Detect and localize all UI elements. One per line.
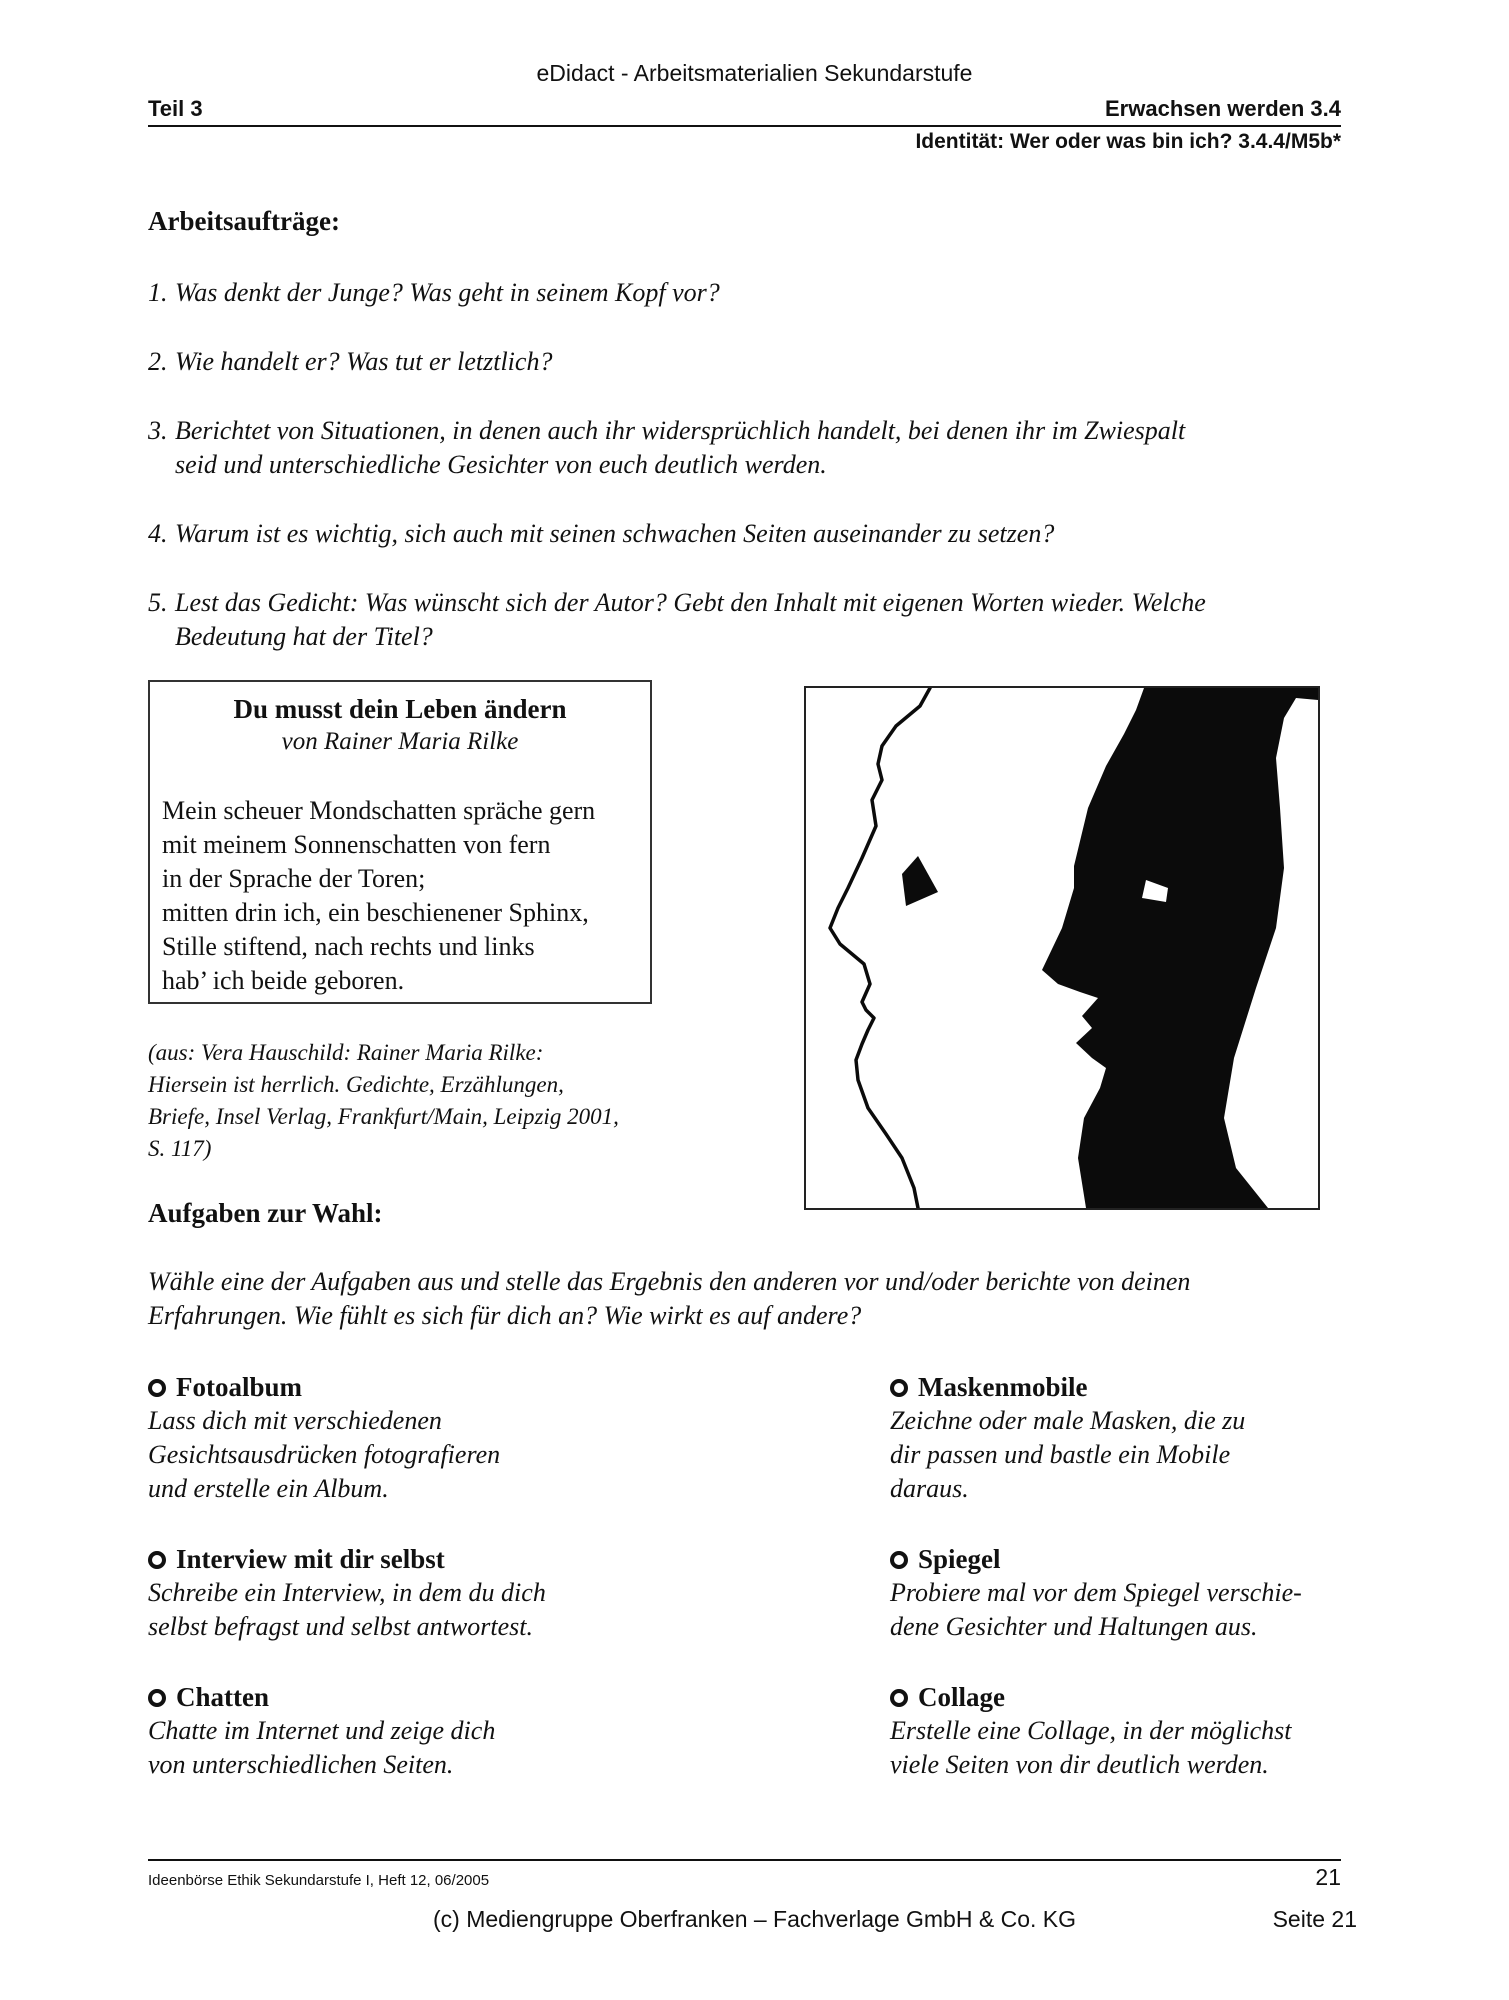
circle-bullet-icon <box>890 1551 908 1569</box>
source-line: S. 117) <box>148 1136 212 1161</box>
task-line: seid und unterschiedliche Gesichter von euch deutlich werden. <box>175 450 827 479</box>
circle-bullet-icon <box>890 1689 908 1707</box>
tasks-heading: Arbeitsaufträge: <box>148 206 340 236</box>
option-line: daraus. <box>890 1474 969 1503</box>
option-line: und erstelle ein Album. <box>148 1474 389 1503</box>
source-line: Briefe, Insel Verlag, Frankfurt/Main, Leipzig 2001, <box>148 1104 619 1129</box>
poem-text <box>162 794 595 998</box>
task-item-2 <box>148 345 1348 379</box>
task-number: 3. <box>148 416 168 445</box>
option-line: Probiere mal vor dem Spiegel verschie- <box>890 1578 1302 1607</box>
task-line: Berichtet von Situationen, in denen auch ihr widersprüchlich handelt, bei denen ihr im Zwiespalt <box>175 416 1186 445</box>
option-title: Fotoalbum <box>176 1372 303 1402</box>
task-line: Lest das Gedicht: Was wünscht sich der Autor? Gebt den Inhalt mit eigenen Worten wieder. Welche <box>175 588 1206 617</box>
footer-seite: Seite 21 <box>1272 1906 1357 1932</box>
option-title: Interview mit dir selbst <box>176 1544 445 1574</box>
option-title: Spiegel <box>918 1544 1001 1574</box>
part-label: Teil 3 <box>148 96 203 121</box>
task-number: 1. <box>148 278 168 307</box>
poem-line: hab’ ich beide geboren. <box>162 966 405 995</box>
task-line: Warum ist es wichtig, sich auch mit seinen schwachen Seiten auseinander zu setzen? <box>175 519 1055 548</box>
poem-box <box>148 680 652 1004</box>
poem-line: Mein scheuer Mondschatten spräche gern <box>162 796 596 825</box>
source-line: (aus: Vera Hauschild: Rainer Maria Rilke: <box>148 1040 544 1065</box>
option-line: Chatte im Internet und zeige dich <box>148 1716 496 1745</box>
option-line: Gesichtsausdrücken fotografieren <box>148 1440 501 1469</box>
option-line: Lass dich mit verschiedenen <box>148 1406 442 1435</box>
option-fotoalbum <box>148 1370 668 1506</box>
task-number: 5. <box>148 588 168 617</box>
option-spiegel <box>890 1542 1410 1644</box>
poem-line: Stille stiftend, nach rechts und links <box>162 932 535 961</box>
task-item-5 <box>148 586 1348 654</box>
site-title: eDidact - Arbeitsmaterialien Sekundarstufe <box>536 60 973 86</box>
circle-bullet-icon <box>148 1689 166 1707</box>
option-line: viele Seiten von dir deutlich werden. <box>890 1750 1269 1779</box>
circle-bullet-icon <box>148 1379 166 1397</box>
option-line: Zeichne oder male Masken, die zu <box>890 1406 1246 1435</box>
poem-author: von Rainer Maria Rilke <box>281 728 519 755</box>
outline-face-eye <box>902 856 938 906</box>
footer-copyright: (c) Mediengruppe Oberfranken – Fachverlage GmbH & Co. KG <box>432 1906 1076 1932</box>
option-line: Schreibe ein Interview, in dem du dich <box>148 1578 546 1607</box>
poem-line: in der Sprache der Toren; <box>162 864 426 893</box>
option-chatten <box>148 1680 668 1782</box>
option-line: Erstelle eine Collage, in der möglichst <box>890 1716 1292 1745</box>
task-item-1 <box>148 276 1348 310</box>
option-title: Collage <box>918 1682 1005 1712</box>
source-citation <box>148 1037 708 1165</box>
circle-bullet-icon <box>890 1379 908 1397</box>
option-line: dene Gesichter und Haltungen aus. <box>890 1612 1258 1641</box>
intro-line: Erfahrungen. Wie fühlt es sich für dich an? Wie wirkt es auf andere? <box>148 1301 862 1330</box>
task-item-3 <box>148 414 1348 482</box>
source-line: Hiersein ist herrlich. Gedichte, Erzählungen, <box>148 1072 564 1097</box>
option-line: selbst befragst und selbst antwortest. <box>148 1612 533 1641</box>
topic-label: Identität: Wer oder was bin ich? 3.4.4/M5b* <box>915 130 1341 153</box>
option-line: dir passen und bastle ein Mobile <box>890 1440 1231 1469</box>
option-interview <box>148 1542 668 1644</box>
circle-bullet-icon <box>148 1551 166 1569</box>
unit-label: Erwachsen werden 3.4 <box>1105 96 1341 121</box>
outline-face-profile <box>830 688 930 1208</box>
task-number: 4. <box>148 519 168 548</box>
option-maskenmobile <box>890 1370 1410 1506</box>
intro-line: Wähle eine der Aufgaben aus und stelle das Ergebnis den anderen vor und/oder berichte von deinen <box>148 1267 1191 1296</box>
dark-face-silhouette <box>1042 688 1318 1208</box>
task-line: Was denkt der Junge? Was geht in seinem Kopf vor? <box>175 278 720 307</box>
poem-line: mitten drin ich, ein beschienener Sphinx, <box>162 898 589 927</box>
poem-line: mit meinem Sonnenschatten von fern <box>162 830 551 859</box>
two-faces-drawing <box>806 688 1318 1208</box>
option-collage <box>890 1680 1410 1782</box>
poem-title: Du musst dein Leben ändern <box>233 694 567 724</box>
option-line: von unterschiedlichen Seiten. <box>148 1750 454 1779</box>
task-line: Wie handelt er? Was tut er letztlich? <box>175 347 553 376</box>
option-title: Maskenmobile <box>918 1372 1088 1402</box>
header-rule <box>148 125 1341 127</box>
footer-rule <box>148 1859 1341 1861</box>
option-title: Chatten <box>176 1682 269 1712</box>
task-item-4 <box>148 517 1348 551</box>
task-number: 2. <box>148 347 168 376</box>
two-faces-illustration <box>804 686 1320 1210</box>
choice-intro <box>148 1265 1348 1333</box>
footer-journal: Ideenbörse Ethik Sekundarstufe I, Heft 12, 06/2005 <box>148 1872 490 1889</box>
choice-heading: Aufgaben zur Wahl: <box>148 1198 383 1228</box>
task-line: Bedeutung hat der Titel? <box>175 622 433 651</box>
page-number: 21 <box>1315 1864 1341 1890</box>
